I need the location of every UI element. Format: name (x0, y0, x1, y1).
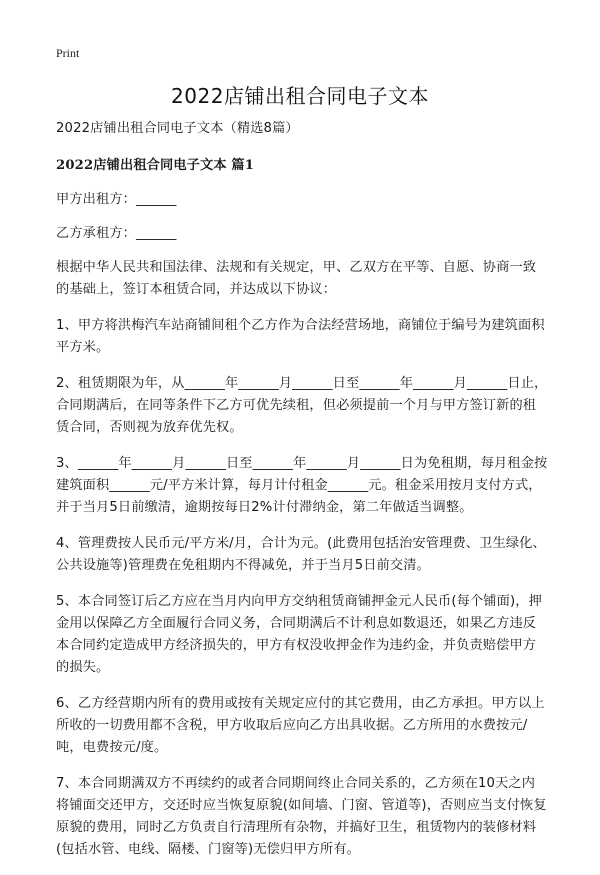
paragraph-clause-6: 6、乙方经营期内所有的费用或按有关规定应付的其它费用，由乙方承担。甲方以上所收的一切费用都不含税，甲方收取后应向乙方出具收据。乙方所用的水费按元/吨，电费按元/度。 (56, 696, 545, 755)
section-heading: 2022店铺出租合同电子文本 篇1 (56, 158, 255, 173)
document-subtitle: 2022店铺出租合同电子文本（精选8篇） (56, 121, 299, 136)
paragraph-clause-1: 1、甲方将洪梅汽车站商铺间租个乙方作为合法经营场地，商铺位于编号为建筑面积平方米。 (56, 318, 545, 355)
paragraph-clause-3: 3、______年______月______日至______年______月______日为免租期，每月租金按建筑面积______元/平方米计算，每月计付租金______元。租金采用按月支付方式，并于当月5日前缴清，逾期按每日2%计付滞纳金，第二年做适当调整。 (56, 456, 548, 515)
lessor-field: 甲方出租方：______ (56, 192, 177, 207)
paragraph-clause-2: 2、租赁期限为年，从______年______月______日至______年______月______日止，合同期满后，在同等条件下乙方可优先续租，但必须提前一个月与甲方签订新的租赁合同，否则视为放弃优先权。 (56, 376, 548, 435)
paragraph-clause-7: 7、本合同期满双方不再续约的或者合同期间终止合同关系的，乙方须在10天之内将铺面交还甲方，交还时应当恢复原貌(如间墙、门窗、管道等)，否则应当支付恢复原貌的费用，同时乙方负责自行清理所有杂物，并搞好卫生，租赁物内的装修材料(包括水管、电线、隔楼、门窗等)无偿归甲方所有。 (56, 776, 547, 857)
print-label[interactable]: Print (56, 46, 80, 60)
document-body (56, 118, 548, 875)
lessee-field: 乙方承租方：______ (56, 226, 177, 241)
document-title: 2022店铺出租合同电子文本 (171, 84, 429, 108)
paragraph-preamble: 根据中华人民共和国法律、法规和有关规定，甲、乙双方在平等、自愿、协商一致的基础上，签订本租赁合同，并达成以下协议： (56, 260, 537, 297)
paragraph-clause-5: 5、本合同签订后乙方应在当月内向甲方交纳租赁商铺押金元人民币(每个铺面)，押金用以保障乙方全面履行合同义务，合同期满后不计利息如数退还，如果乙方违反本合同约定造成甲方经济损失的，甲方有权没收押金作为违约金，并负责赔偿甲方的损失。 (56, 594, 542, 675)
paragraph-clause-4: 4、管理费按人民币元/平方米/月，合计为元。(此费用包括治安管理费、卫生绿化、公共设施等)管理费在免租期内不得减免，并于当月5日前交清。 (56, 536, 546, 573)
